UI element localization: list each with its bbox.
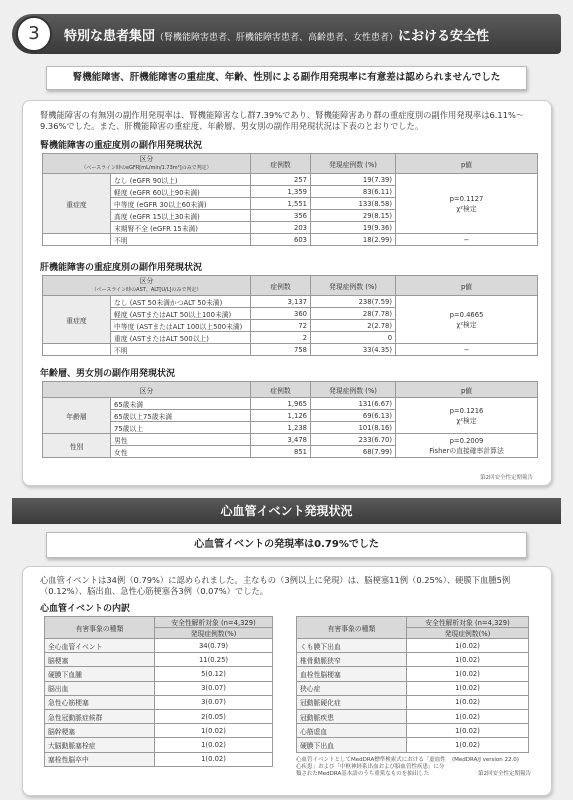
section2-header: 心血管イベント発現状況 (12, 498, 561, 524)
table-row: 狭心症 1(0.02) (297, 681, 529, 695)
cv-title: 心血管イベントの内訳 (40, 604, 131, 614)
table-row: くも膜下出血 1(0.02) (297, 639, 529, 653)
cv-table-right: 有害事象の種類 安全性解析対象 (n=4,329) 発現症例数(%) くも膜下出血 1(0.02) 椎骨動脈狭窄 1(0.02) 血栓性脳梗塞 1(0.02) 狭心症 1(0.02) 冠動脈硬化症 1(0.02) 冠動脈疾患 1(0.02) 心筋虚血 1(0.02) 硬膜下出血 1(0.02) (296, 616, 529, 753)
table-row: 急性心筋梗塞 3(0.07) (45, 695, 273, 709)
intro-text: 腎機能障害の有無別の副作用発現率は、腎機能障害なし群7.39%であり、腎機能障害あり群の重症度別の副作用発現率は6.11%～9.36%でした。また、肝機能障害の重症度、年齢層、男女別の副作用発現状況は下表のとおりでした。 (40, 110, 525, 131)
table-row: 脳出血 3(0.07) (45, 681, 273, 695)
hepatic-title: 肝機能障害の重症度別の副作用発現状況 (40, 263, 203, 273)
table-row: 硬膜下出血 1(0.02) (297, 738, 529, 752)
table-row: 大脳動脈塞栓症 1(0.02) (45, 738, 273, 752)
hepatic-table: 区分 （ベースライン時のAST、ALT[U/L]のみで判定） 症例数 発現症例数 (%) p値 重症度 なし (AST 50未満かつALT 50未満) 3,137 238(7.59) p=0.4665 χ²検定 軽度 (ASTまたはALT 50以上100未満) 360 28(7.78) 中等度 (ASTまたはALT 100以上500未満) 72 2(2.78) 重度 (ASTまたはALT 500以上) 2 0 不明 758 33(4.35) − (42, 275, 538, 356)
table-row: 硬膜下血腫 5(0.12) (45, 667, 273, 681)
cv-banner: 心血管イベントの発現率は0.79%でした (46, 532, 527, 558)
table-row: 心筋虚血 1(0.02) (297, 724, 529, 738)
renal-table: 区分 （ベースライン時のeGFR[mL/min/1.73m²]のみで判定） 症例数 発現症例数 (%) p値 重症度 なし (eGFR 90以上) 257 19(7.39) p=0.1127 χ²検定 軽度 (eGFR 60以上90未満) 1,359 83(6.11) 中等度 (eGFR 30以上60未満) 1,551 133(8.58) 高度 (eGFR 15以上30未満) 356 29(8.15) 末期腎不全 (eGFR 15未満) 203 19(9.36) 不明 603 18(2.99) − (42, 153, 538, 246)
renal-group: 重症度 (43, 174, 111, 234)
cv-intro: 心血管イベントは34例（0.79%）に認められました。主なもの（3例以上に発現）は、脳梗塞11例（0.25%）、硬膜下血腫5例（0.12%）、脳出血、急性心筋梗塞各3例（0.07%）でした。 (40, 575, 511, 596)
section-number: 3 (16, 16, 52, 52)
source-note-2: 第2回安全性定期報告 (478, 771, 531, 777)
cv-version: (MedDRA/J version 22.0) (452, 757, 519, 763)
table-row: 脳梗塞 11(0.25) (45, 653, 273, 667)
hepatic-group: 重症度 (43, 296, 111, 344)
age-sex-table: 区分 症例数 発現症例数 (%) p値 年齢層 65歳未満 1,965 131(6.67) p=0.1216 χ²検定 65歳以上75歳未満 1,126 69(6.13) 75歳以上 1,238 101(8.16) 性別 男性 3,478 233(6.70) p=0.2009 Fisherの直接確率計算法 女性 851 68(7.99) (42, 381, 538, 458)
cv-table-left: 有害事象の種類 安全性解析対象 (n=4,329) 発現症例数(%) 全心血管イベント 34(0.79) 脳梗塞 11(0.25) 硬膜下血腫 5(0.12) 脳出血 3(0.07) 急性心筋梗塞 3(0.07) 急性冠動脈症候群 2(0.05) 脳幹梗塞 1(0.02) 大脳動脈塞栓症 1(0.02) 塞栓性脳卒中 1(0.02) (44, 616, 273, 767)
table-row: 椎骨動脈狭窄 1(0.02) (297, 653, 529, 667)
renal-title: 腎機能障害の重症度別の副作用発現状況 (40, 141, 203, 151)
section-title: 特別な患者集団（腎機能障害患者、肝機能障害患者、高齢患者、女性患者）における安全性 (64, 29, 490, 44)
summary-banner: 腎機能障害、肝機能障害の重症度、年齢、性別による副作用発現率に有意差は認められませんでした (46, 66, 527, 90)
table-row: 塞栓性脳卒中 1(0.02) (45, 752, 273, 766)
age-sex-title: 年齢層、男女別の副作用発現状況 (40, 369, 176, 379)
section-header (12, 14, 561, 54)
table-row: 血栓性脳梗塞 1(0.02) (297, 667, 529, 681)
cv-footnote: 心血管イベントとしてMedDRA標準検索式における「虚血性心疾患」および「中枢神経系出血および脳血管性疾患」に分類されたMedDRA基本語のうち重篤なものを抽出した (296, 757, 446, 777)
source-note-1: 第2回安全性定期報告 (480, 475, 533, 481)
table-row: 冠動脈疾患 1(0.02) (297, 709, 529, 723)
table-row: 脳幹梗塞 1(0.02) (45, 724, 273, 738)
table-row: 冠動脈硬化症 1(0.02) (297, 695, 529, 709)
table-row: 急性冠動脈症候群 2(0.05) (45, 709, 273, 723)
table-row: 全心血管イベント 34(0.79) (45, 639, 273, 653)
